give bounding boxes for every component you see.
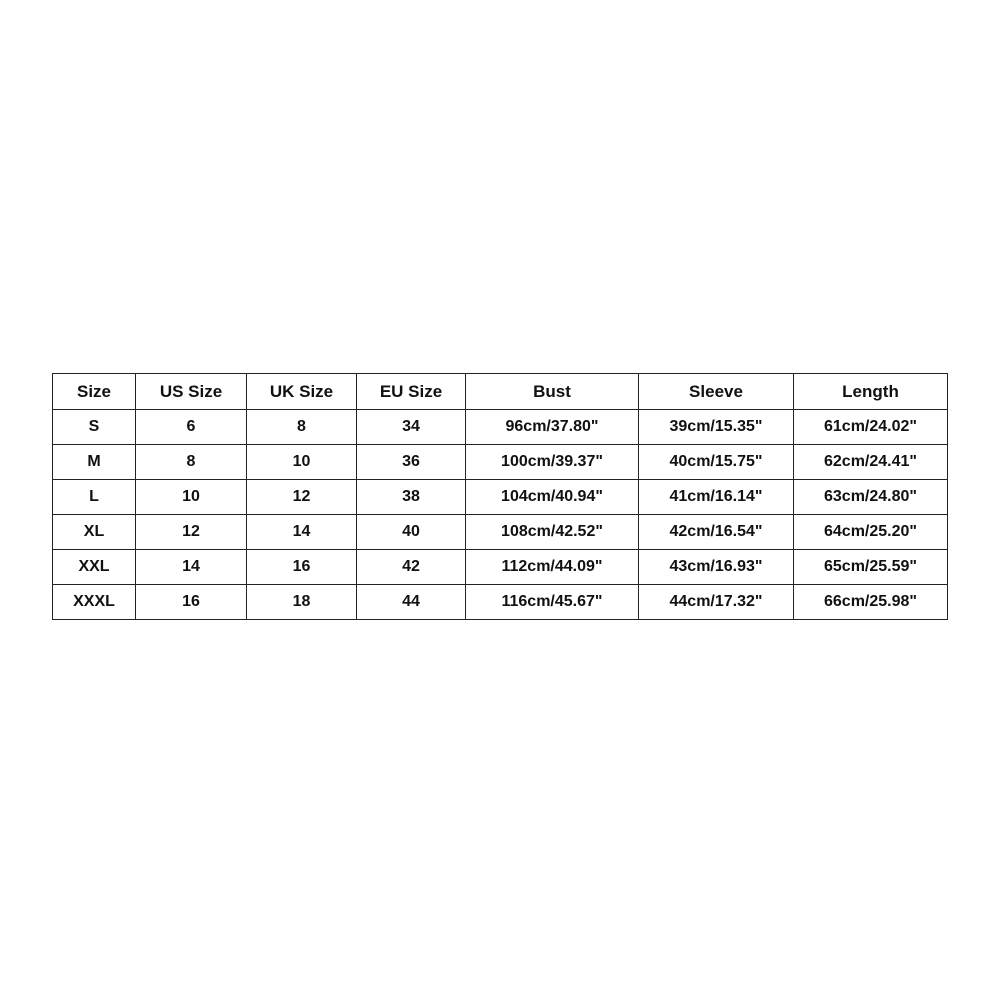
cell-size: XXXL bbox=[53, 585, 136, 620]
cell-sleeve: 41cm/16.14" bbox=[639, 480, 794, 515]
cell-uk-size: 14 bbox=[247, 515, 357, 550]
cell-uk-size: 18 bbox=[247, 585, 357, 620]
cell-sleeve: 40cm/15.75" bbox=[639, 445, 794, 480]
cell-us-size: 14 bbox=[136, 550, 247, 585]
cell-eu-size: 38 bbox=[357, 480, 466, 515]
cell-uk-size: 12 bbox=[247, 480, 357, 515]
table-row bbox=[53, 585, 948, 620]
header-bust: Bust bbox=[466, 374, 639, 410]
cell-bust: 104cm/40.94" bbox=[466, 480, 639, 515]
cell-bust: 100cm/39.37" bbox=[466, 445, 639, 480]
cell-us-size: 12 bbox=[136, 515, 247, 550]
cell-size: S bbox=[53, 410, 136, 445]
cell-length: 64cm/25.20" bbox=[794, 515, 948, 550]
cell-size: L bbox=[53, 480, 136, 515]
cell-bust: 112cm/44.09" bbox=[466, 550, 639, 585]
cell-length: 61cm/24.02" bbox=[794, 410, 948, 445]
cell-size: M bbox=[53, 445, 136, 480]
cell-sleeve: 42cm/16.54" bbox=[639, 515, 794, 550]
cell-eu-size: 44 bbox=[357, 585, 466, 620]
table-row bbox=[53, 480, 948, 515]
header-size: Size bbox=[53, 374, 136, 410]
cell-eu-size: 34 bbox=[357, 410, 466, 445]
table-header-row bbox=[53, 374, 948, 410]
cell-length: 63cm/24.80" bbox=[794, 480, 948, 515]
cell-uk-size: 8 bbox=[247, 410, 357, 445]
cell-sleeve: 43cm/16.93" bbox=[639, 550, 794, 585]
header-eu-size: EU Size bbox=[357, 374, 466, 410]
cell-us-size: 6 bbox=[136, 410, 247, 445]
cell-size: XXL bbox=[53, 550, 136, 585]
cell-us-size: 10 bbox=[136, 480, 247, 515]
header-length: Length bbox=[794, 374, 948, 410]
cell-eu-size: 42 bbox=[357, 550, 466, 585]
cell-bust: 116cm/45.67" bbox=[466, 585, 639, 620]
cell-uk-size: 10 bbox=[247, 445, 357, 480]
cell-length: 65cm/25.59" bbox=[794, 550, 948, 585]
cell-uk-size: 16 bbox=[247, 550, 357, 585]
cell-bust: 108cm/42.52" bbox=[466, 515, 639, 550]
table-row bbox=[53, 410, 948, 445]
cell-length: 62cm/24.41" bbox=[794, 445, 948, 480]
cell-bust: 96cm/37.80" bbox=[466, 410, 639, 445]
header-sleeve: Sleeve bbox=[639, 374, 794, 410]
table-row bbox=[53, 515, 948, 550]
cell-size: XL bbox=[53, 515, 136, 550]
size-chart-table bbox=[52, 373, 948, 620]
cell-us-size: 16 bbox=[136, 585, 247, 620]
cell-length: 66cm/25.98" bbox=[794, 585, 948, 620]
cell-sleeve: 44cm/17.32" bbox=[639, 585, 794, 620]
header-us-size: US Size bbox=[136, 374, 247, 410]
table-row bbox=[53, 550, 948, 585]
table-row bbox=[53, 445, 948, 480]
cell-sleeve: 39cm/15.35" bbox=[639, 410, 794, 445]
cell-eu-size: 36 bbox=[357, 445, 466, 480]
cell-eu-size: 40 bbox=[357, 515, 466, 550]
cell-us-size: 8 bbox=[136, 445, 247, 480]
header-uk-size: UK Size bbox=[247, 374, 357, 410]
